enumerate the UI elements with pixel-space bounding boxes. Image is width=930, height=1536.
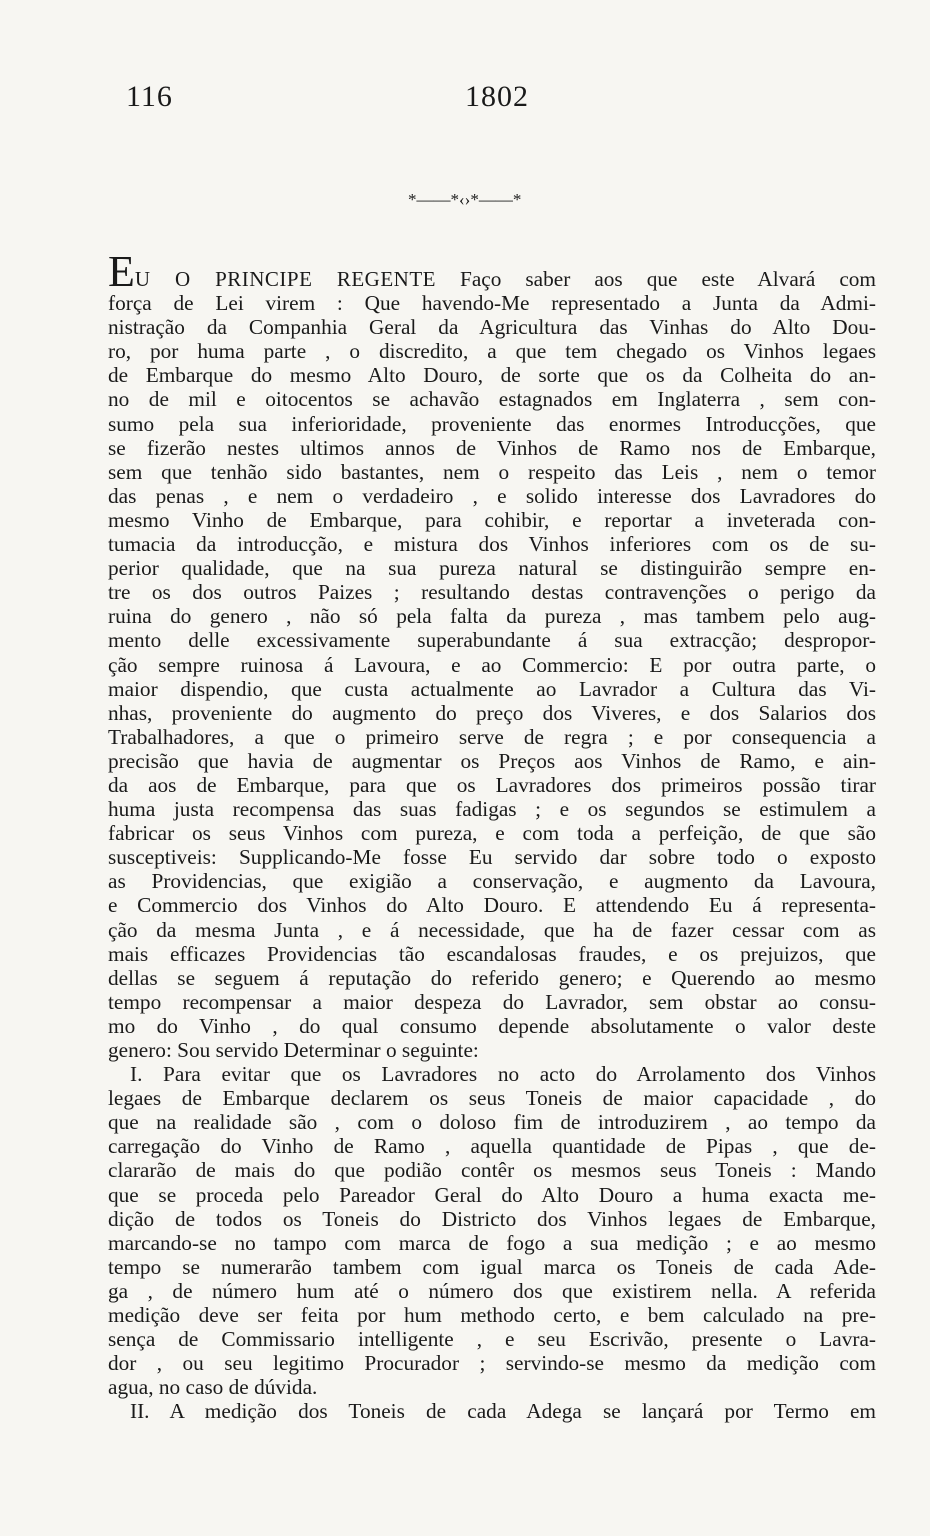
text-line: de Embarque do mesmo Alto Douro, de sorte que os da Colheita do an- <box>108 363 876 388</box>
text-line: precisão que havia de augmentar os Preços aos Vinhos de Ramo, e ain- <box>108 748 876 773</box>
text-line: se fizerão nestes ultimos annos de Vinhos de Ramo nos de Embarque, <box>108 435 876 460</box>
section-1-line: carregação do Vinho de Ramo , aquella quantidade de Pipas , que de- <box>108 1134 876 1159</box>
text-line: tumacia da introducção, e mistura dos Vinhos inferiores com os de su- <box>108 532 876 557</box>
text-line: tempo recompensar a maior despeza do Lavrador, sem obstar ao consu- <box>108 989 876 1014</box>
text-line: ção da mesma Junta , e á necessidade, que ha de fazer cessar com as <box>108 917 876 942</box>
text-line: Trabalhadores, a que o primeiro serve de regra ; e por consequencia a <box>108 724 876 749</box>
section-1-line: medição deve ser feita por hum methodo certo, e bem calculado na pre- <box>108 1303 876 1328</box>
text-line: nhas, proveniente do augmento do preço dos Viveres, e dos Salarios dos <box>108 700 876 725</box>
text-line: huma justa recompensa das suas fadigas ; e os segundos se estimulem a <box>108 797 876 822</box>
page-number: 116 <box>126 80 173 113</box>
text-line: perior qualidade, que na sua pureza natural se distinguirão sempre en- <box>108 556 876 581</box>
text-line: sumo pela sua inferioridade, proveniente das enormes Introducções, que <box>108 411 876 436</box>
text-line: mais efficazes Providencias tão escandalosas fraudes, e os prejuizos, que <box>108 941 876 966</box>
section-1-line: que na realidade são , com o doloso fim de introduzirem , ao tempo da <box>108 1110 876 1135</box>
section-1-line: dição de todos os Toneis do Districto dos Vinhos legaes de Embarque, <box>108 1206 876 1231</box>
text-line: da aos de Embarque, para que os Lavradores dos primeiros possão tirar <box>108 772 876 797</box>
text-line: nistração da Companhia Geral da Agricultura das Vinhas do Alto Dou- <box>108 315 876 340</box>
text-line: força de Lei virem : Que havendo-Me representado a Junta da Admi- <box>108 291 876 316</box>
text-line: mo do Vinho , do qual consumo depende absolutamente o valor deste <box>108 1013 876 1038</box>
first-line <box>108 247 876 296</box>
drop-cap: E <box>108 247 135 296</box>
text-line: mesmo Vinho de Embarque, para cohibir, e reportar a inveterada con- <box>108 507 876 532</box>
section-1-line: clararão de mais do que podião contêr os mesmos seus Toneis : Mando <box>108 1158 876 1183</box>
section-1-line: ga , de número hum até o número dos que existirem nella. A referida <box>108 1278 876 1303</box>
section-2-line: II. A medição dos Toneis de cada Adega se lançará por Termo em <box>130 1399 876 1424</box>
text-line: ruina do genero , não só pela falta da pureza , mas tambem pelo aug- <box>108 604 876 629</box>
text-line: genero: Sou servido Determinar o seguinte: <box>108 1038 479 1062</box>
page-year-header: 1802 <box>465 80 529 113</box>
text-line: das penas , e nem o verdadeiro , e solido interesse dos Lavradores do <box>108 483 876 508</box>
text-line: susceptiveis: Supplicando-Me fosse Eu servido dar sobre todo o exposto <box>108 845 876 870</box>
text-line: as Providencias, que exigião a conservação, e augmento da Lavoura, <box>108 869 876 894</box>
section-1-line: dor , ou seu legitimo Procurador ; servindo-se mesmo da medição com <box>108 1351 876 1376</box>
text-line: tre os dos outros Paizes ; resultando destas contravenções o perigo da <box>108 580 876 605</box>
text-line: Faço saber aos que este Alvará com <box>436 267 876 291</box>
section-1-line: legaes de Embarque declarem os seus Toneis de maior capacidade , do <box>108 1086 876 1111</box>
text-line: ro, por huma parte , o discredito, a que tem chegado os Vinhos legaes <box>108 339 876 364</box>
section-1-line: que se proceda pelo Pareador Geral do Alto Douro a huma exacta me- <box>108 1182 876 1207</box>
text-line: sem que tenhão sido bastantes, nem o respeito das Leis , nem o temor <box>108 459 876 484</box>
text-line: e Commercio dos Vinhos do Alto Douro. E attendendo Eu á representa- <box>108 893 876 918</box>
ornament-divider: *——*‹›*——* <box>408 190 522 209</box>
text-line: no de mil e oitocentos se achavão estagnados em Inglaterra , sem con- <box>108 387 876 412</box>
alvara-text <box>108 247 876 1424</box>
opening-caps: U O PRINCIPE REGENTE <box>134 267 436 291</box>
section-1-line: marcando-se no tampo com marca de fogo a sua medição ; e ao mesmo <box>108 1230 876 1255</box>
section-1-line: agua, no caso de dúvida. <box>108 1375 318 1400</box>
text-line: maior dispendio, que custa actualmente ao Lavrador a Cultura das Vi- <box>108 676 876 701</box>
section-1-line: I. Para evitar que os Lavradores no acto do Arrolamento dos Vinhos <box>130 1062 876 1087</box>
text-line: fabricar os seus Vinhos com pureza, e com toda a perfeição, de que são <box>108 821 876 846</box>
section-1-line: tempo se numerarão tambem com igual marca os Toneis de cada Ade- <box>108 1254 876 1279</box>
text-line: mento delle excessivamente superabundante á sua extracção; despropor- <box>108 628 876 653</box>
text-line: ção sempre ruinosa á Lavoura, e ao Commercio: E por outra parte, o <box>108 652 876 677</box>
section-1-line: sença de Commissario intelligente , e seu Escrivão, presente o Lavra- <box>108 1327 876 1352</box>
text-line: dellas se seguem á reputação do referido genero; e Querendo ao mesmo <box>108 965 876 990</box>
